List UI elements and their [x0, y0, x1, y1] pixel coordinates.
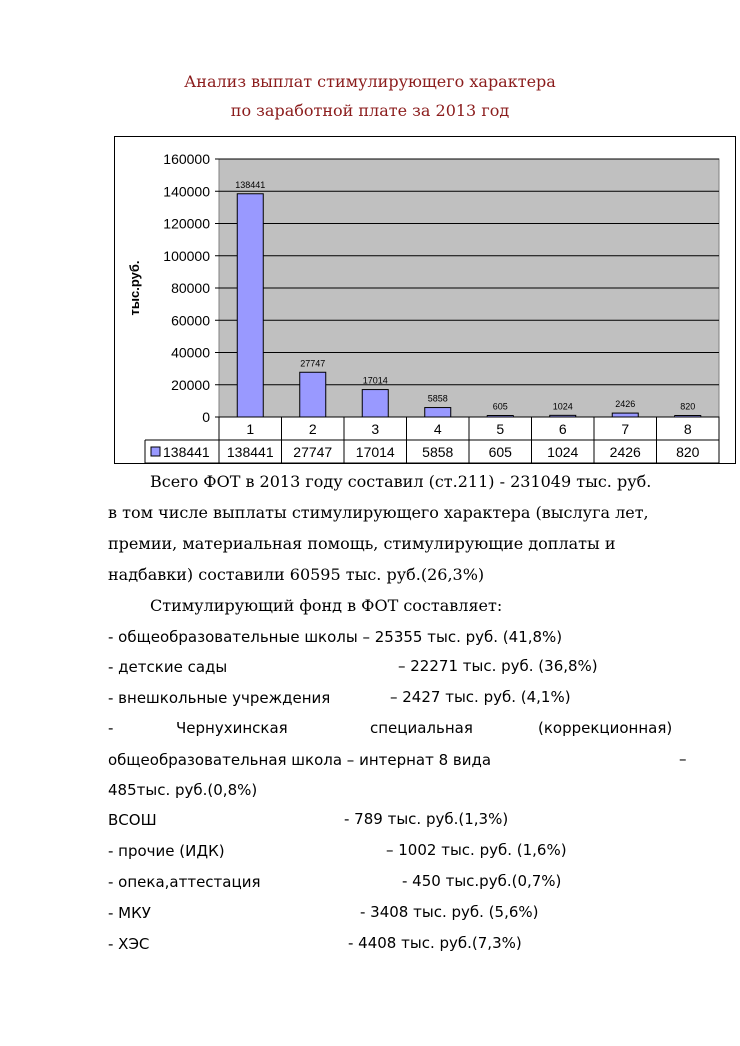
paragraph-fund-heading: Стимулирующий фонд в ФОТ составляет: — [150, 596, 503, 615]
data-label: 2426 — [615, 399, 636, 410]
y-tick-label: 60000 — [171, 312, 210, 329]
data-table-value: 1024 — [547, 444, 579, 460]
data-label: 5858 — [427, 393, 448, 404]
list-item-special-school-line3: 485тыс. руб.(0,8%) — [108, 781, 258, 799]
list-item-hes-value: - 4408 тыс. руб.(7,3%) — [348, 934, 522, 952]
list-item-hes-label: - ХЭС — [108, 935, 150, 953]
data-table-value: 5858 — [422, 444, 454, 460]
data-table-value: 820 — [676, 444, 700, 460]
data-table-value: 605 — [488, 444, 512, 460]
data-label: 138441 — [235, 179, 266, 190]
data-label: 1024 — [552, 401, 573, 412]
list-item-special-school-word2: специальная — [370, 719, 473, 737]
chart — [114, 136, 736, 464]
data-label: 17014 — [362, 375, 388, 386]
chart-title-line2: по заработной плате за 2013 год — [230, 101, 510, 120]
list-item-schools: - общеобразовательные школы – 25355 тыс. руб. (41,8%) — [108, 628, 563, 646]
bar — [237, 194, 263, 417]
list-item-vsosh-label: ВСОШ — [108, 811, 157, 829]
data-table-value: 27747 — [293, 444, 333, 460]
x-tick-label: 4 — [433, 421, 442, 437]
paragraph-total-line3: премии, материальная помощь, стимулирующие доплаты и — [108, 534, 616, 553]
legend-label: 138441 — [163, 444, 210, 460]
x-tick-label: 3 — [371, 421, 380, 437]
list-item-other-label: - прочие (ИДК) — [108, 842, 225, 860]
x-tick-label: 8 — [683, 421, 692, 437]
x-tick-label: 2 — [308, 421, 317, 437]
list-item-kindergartens-value: – 22271 тыс. руб. (36,8%) — [398, 657, 598, 675]
x-tick-label: 6 — [558, 421, 567, 437]
chart-title-line1: Анализ выплат стимулирующего характера — [184, 72, 556, 91]
y-axis-title: тыс.руб. — [127, 260, 142, 316]
list-item-vsosh-value: - 789 тыс. руб.(1,3%) — [344, 810, 509, 828]
y-tick-label: 40000 — [171, 344, 210, 361]
chart-svg — [115, 137, 735, 463]
y-tick-label: 140000 — [163, 183, 210, 200]
data-table-value: 138441 — [226, 444, 274, 460]
paragraph-total-line1: Всего ФОТ в 2013 году составил (ст.211) - 231049 тыс. руб. — [150, 472, 652, 491]
data-table-value: 17014 — [355, 444, 395, 460]
y-tick-label: 160000 — [163, 151, 210, 167]
bar — [612, 413, 638, 417]
list-item-mku-label: - МКУ — [108, 904, 151, 922]
list-item-special-school-word1: Чернухинская — [176, 719, 288, 737]
list-item-other-value: – 1002 тыс. руб. (1,6%) — [386, 841, 567, 859]
y-tick-label: 0 — [202, 409, 210, 425]
y-tick-label: 120000 — [163, 215, 210, 232]
list-item-mku-value: - 3408 тыс. руб. (5,6%) — [360, 903, 539, 921]
list-item-guardianship-value: - 450 тыс.руб.(0,7%) — [402, 872, 562, 890]
list-item-extracurricular-value: – 2427 тыс. руб. (4,1%) — [390, 688, 571, 706]
paragraph-total-line4: надбавки) составили 60595 тыс. руб.(26,3%) — [108, 565, 485, 584]
data-label: 820 — [680, 401, 696, 412]
list-item-guardianship-label: - опека,аттестация — [108, 873, 261, 891]
list-item-kindergartens-label: - детские сады — [108, 658, 228, 676]
list-item-special-school-dash: - — [108, 719, 114, 737]
list-item-special-school-line2: общеобразовательная школа – интернат 8 вида — [108, 751, 492, 769]
bar — [425, 408, 451, 417]
x-tick-label: 5 — [496, 421, 505, 437]
list-item-special-school-word3: (коррекционная) — [538, 719, 673, 737]
bar — [300, 372, 326, 417]
y-tick-label: 80000 — [171, 280, 210, 296]
x-tick-label: 1 — [246, 421, 255, 437]
data-label: 27747 — [300, 358, 326, 369]
list-item-special-school-dash2: – — [679, 750, 687, 768]
list-item-extracurricular-label: - внешкольные учреждения — [108, 689, 331, 707]
bar — [362, 390, 388, 417]
legend-key — [151, 447, 160, 456]
data-label: 605 — [492, 401, 508, 412]
y-tick-label: 100000 — [163, 247, 210, 264]
paragraph-total-line2: в том числе выплаты стимулирующего характера (выслуга лет, — [108, 503, 649, 522]
x-tick-label: 7 — [621, 421, 630, 437]
data-table-value: 2426 — [609, 444, 641, 460]
y-tick-label: 20000 — [171, 376, 210, 393]
